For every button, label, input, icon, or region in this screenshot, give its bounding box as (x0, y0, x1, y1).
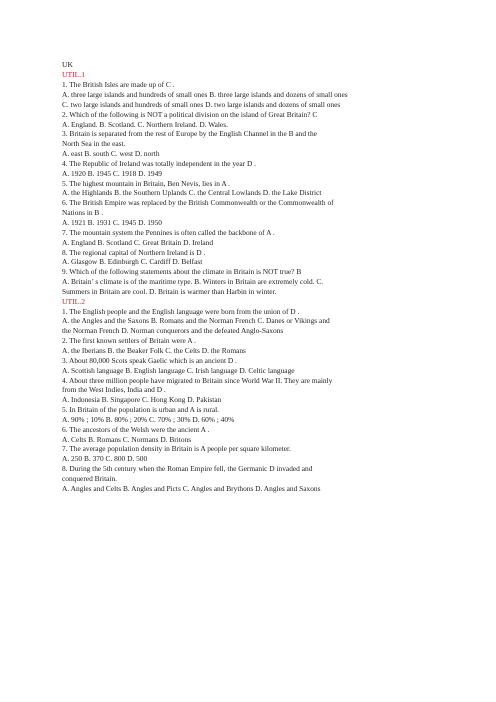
option-line: A. Glasgow B. Edinburgh C. Cardiff D. Belfast (62, 257, 203, 267)
question-line: 1. The English people and the English language were born from the union of D . (62, 306, 300, 316)
option-line: A. Angles and Celts B. Angles and Picts C. Angles and Brythons D. Angles and Saxons (62, 483, 321, 493)
question-line: 3. Britain is separated from the rest of Europe by the English Channel in the B and the (62, 129, 317, 139)
option-line: A. England. B. Scotland. C. Northern Ireland. D. Wales. (62, 119, 228, 129)
question-line: 7. The mountain system the Pennines is often called the backbone of A . (62, 227, 275, 237)
option-line: A. 1921 B. 1931 C. 1945 D. 1950 (62, 218, 162, 227)
option-line: A. England B. Scotland C. Great Britain D. Ireland (62, 237, 214, 247)
question-line: 4. The Republic of Ireland was totally independent in the year D . (62, 158, 257, 168)
question-line: 8. The regional capital of Northern Ireland is D . (62, 247, 206, 257)
section-util2-body (62, 307, 440, 494)
option-line: A. the Angles and the Saxons B. Romans and the Norman French C. Danes or Vikings and (62, 316, 330, 326)
option-line: A. Indonesia B. Singapore C. Hong Kong D. Pakistan (62, 395, 222, 405)
option-line: A. Scottish language B. English language C. Irish language D. Celtic language (62, 365, 295, 375)
question-line: 2. The first known settlers of Britain were A . (62, 336, 196, 346)
section-heading-util2: UTIL.2 (62, 296, 85, 306)
option-line: A. the Iberians B. the Beaker Folk C. the Celts D. the Romans (62, 345, 246, 355)
section-util1-body (62, 80, 440, 297)
option-line: A. east B. south C. west D. north (62, 149, 160, 159)
option-line: the Norman French D. Norman conquerors and the defeated Anglo-Saxons (62, 326, 284, 336)
question-line: 7. The average population density in Britain is A people per square kilometer. (62, 444, 291, 454)
question-line: 2. Which of the following is NOT a political division on the island of Great Britain? C (62, 109, 318, 119)
option-line: A. 250 B. 370 C. 800 D. 500 (62, 454, 148, 464)
question-line: 4. About three million people have migrated to Britain since World War II. They are mainly (62, 375, 333, 385)
section-heading-util1: UTIL.1 (62, 70, 85, 80)
option-line: C. two large islands and hundreds of small ones D. two large islands and dozens of small ones (62, 99, 341, 109)
option-line: A. three large islands and hundreds of small ones B. three large islands and dozens of small ones (62, 90, 348, 100)
question-line: 6. The ancestors of the Welsh were the ancient A . (62, 424, 210, 434)
question-line: Nations in B . (62, 208, 104, 218)
question-line: 6. The British Empire was replaced by the British Commonwealth or the Commonwealth of (62, 198, 334, 208)
question-line: 3. About 80,000 Scots speak Gaelic which is an ancient D . (62, 355, 237, 365)
question-line: North Sea in the east. (62, 139, 126, 149)
question-line: 1. The British Isles are made up of C . (62, 80, 175, 90)
option-line: Summers in Britain are cool. D. Britain is warmer than Harbin in winter. (62, 286, 277, 296)
option-line: A. Celts B. Romans C. Normans D. Britons (62, 434, 192, 444)
document-content (62, 60, 440, 494)
question-line: conquered Britain. (62, 473, 118, 483)
question-line: from the West Indies, India and D . (62, 385, 166, 395)
option-line: A. 90% ; 10% B. 80% ; 20% C. 70% ; 30% D. 60% ; 40% (62, 414, 235, 424)
question-line: 5. In Britain of the population is urban and A is rural. (62, 405, 220, 415)
question-line: 5. The highest mountain in Britain, Ben Nevis, lies in A . (62, 178, 230, 188)
question-line: 9. Which of the following statements about the climate in Britain is NOT true? B (62, 267, 302, 277)
question-line: 8. During the 5th century when the Roman Empire fell, the Germanic D invaded and (62, 464, 313, 474)
option-line: A. 1920 B. 1945 C. 1918 D. 1949 (62, 168, 162, 178)
option-line: A. Britain’ s climate is of the maritime type. B. Winters in Britain are extremely cold. C. (62, 277, 324, 287)
option-line: A. the Highlands B. the Southern Uplands C. the Central Lowlands D. the Lake District (62, 188, 322, 198)
document-title: UK (62, 60, 73, 69)
